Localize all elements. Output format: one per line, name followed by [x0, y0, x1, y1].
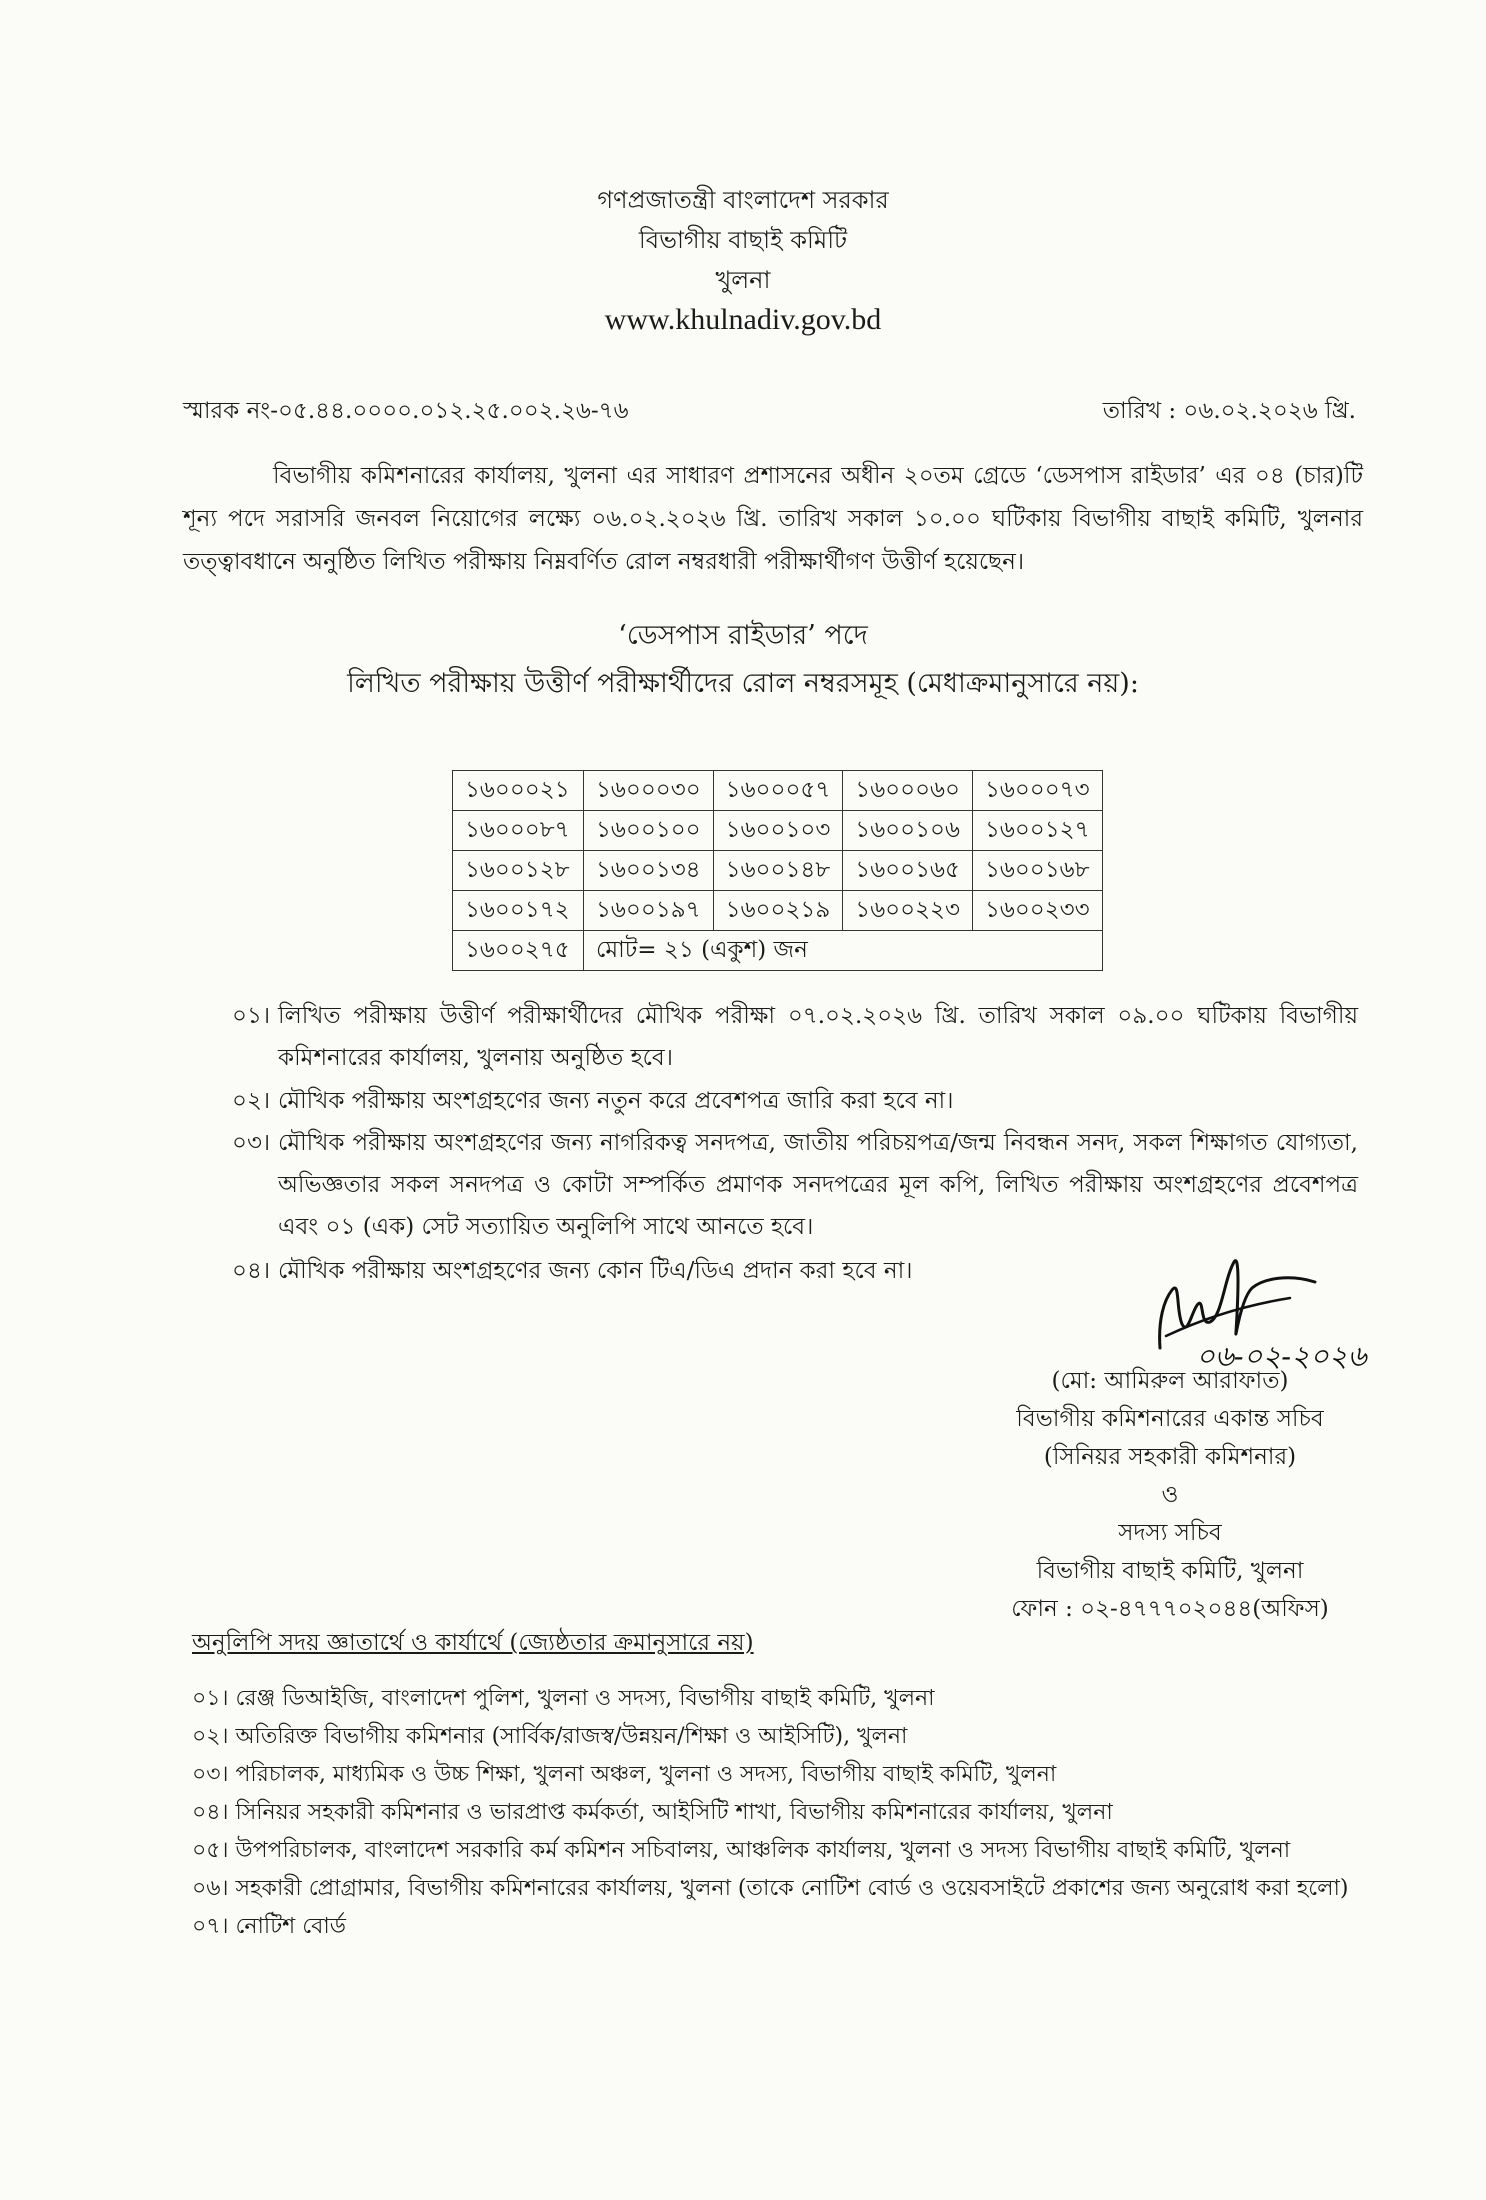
roll-cell: ১৬০০১৪৮ [713, 851, 843, 891]
intro-paragraph: বিভাগীয় কমিশনারের কার্যালয়, খুলনা এর সাধারণ প্রশাসনের অধীন ২০তম গ্রেডে ‘ডেসপাস রাইডার’ এর ০৪ (চার)টি শূন্য পদে সরাসরি জনবল নিয়োগের লক্ষ্যে ০৬.০২.২০২৬ খ্রি. তারিখ সকাল ১০.০০ ঘটিকায় বিভাগীয় বাছাই কমিটি, খুলনার তত্ত্বাবধানে অনুষ্ঠিত লিখিত পরীক্ষায় নিম্নবর্ণিত রোল নম্বরধারী পরীক্ষার্থীগণ উত্তীর্ণ হয়েছেন। [183, 463, 1363, 575]
roll-cell: ১৬০০০৮৭ [453, 811, 584, 851]
roll-cell: ১৬০০১৯৭ [584, 891, 714, 931]
note-text: লিখিত পরীক্ষায় উত্তীর্ণ পরীক্ষার্থীদের মৌখিক পরীক্ষা ০৭.০২.২০২৬ খ্রি. তারিখ সকাল ০৯.০০ ঘটিকায় বিভাগীয় কমিশনারের কার্যালয়, খুলনায় অনুষ্ঠিত হবে। [278, 1003, 1358, 1071]
note-number: ০১। [232, 1003, 271, 1029]
signatory-name: (মো: আমিরুল আরাফাত) [1051, 1368, 1289, 1394]
signatory-committee: বিভাগীয় বাছাই কমিটি, খুলনা [1036, 1558, 1304, 1584]
roll-cell: ১৬০০১৭২ [453, 891, 584, 931]
copy-item: ০৬। সহকারী প্রোগ্রামার, বিভাগীয় কমিশনারের কার্যালয়, খুলনা (তাকে নোটিশ বোর্ড ও ওয়েবসাইটে প্রকাশের জন্য অনুরোধ করা হলো) [192, 1876, 1349, 1901]
list-title: লিখিত পরীক্ষায় উত্তীর্ণ পরীক্ষার্থীদের রোল নম্বরসমূহ (মেধাক্রমানুসারে নয়): [347, 668, 1139, 699]
signatory-conjunction: ও [1161, 1482, 1179, 1508]
roll-cell: ১৬০০২১৯ [713, 891, 843, 931]
copy-item: ০৭। নোটিশ বোর্ড [192, 1914, 346, 1939]
committee-title: বিভাগীয় বাছাই কমিটি [638, 226, 848, 254]
copy-item: ০৪। সিনিয়র সহকারী কমিশনার ও ভারপ্রাপ্ত কর্মকর্তা, আইসিটি শাখা, বিভাগীয় কমিশনারের কার্যালয়, খুলনা [192, 1800, 1113, 1825]
table-row [453, 811, 1103, 851]
memo-date: তারিখ : ০৬.০২.২০২৬ খ্রি. [1102, 398, 1356, 424]
signature-flourish [1166, 1298, 1290, 1336]
note-number: ০৪। [232, 1258, 271, 1284]
note-item [232, 1122, 1358, 1248]
location-title: খুলনা [715, 266, 771, 294]
copy-item: ০২। অতিরিক্ত বিভাগীয় কমিশনার (সার্বিক/রাজস্ব/উন্নয়ন/শিক্ষা ও আইসিটি), খুলনা [192, 1724, 908, 1749]
signatory-role: সদস্য সচিব [1118, 1520, 1222, 1546]
note-item [232, 995, 1358, 1079]
signature-image [1140, 1240, 1380, 1370]
note-text: মৌখিক পরীক্ষায় অংশগ্রহণের জন্য নাগরিকত্ব সনদপত্র, জাতীয় পরিচয়পত্র/জন্ম নিবন্ধন সনদ, সকল শিক্ষাগত যোগ্যতা, অভিজ্ঞতার সকল সনদপত্র ও কোটা সম্পর্কিত প্রমাণক সনদপত্রের মূল কপি, লিখিত পরীক্ষায় অংশগ্রহণের প্রবেশপত্র এবং ০১ (এক) সেট সত্যায়িত অনুলিপি সাথে আনতে হবে। [278, 1130, 1358, 1240]
roll-cell: ১৬০০২২৩ [843, 891, 973, 931]
roll-cell: ১৬০০২৩৩ [972, 891, 1102, 931]
signature-date: ০৬-০২-২০২৬ [1196, 1339, 1367, 1370]
note-number: ০৩। [232, 1130, 271, 1156]
roll-cell: ১৬০০১০০ [584, 811, 714, 851]
note-item [232, 1080, 1358, 1122]
roll-cell: ১৬০০০৫৭ [713, 771, 843, 811]
roll-cell: ১৬০০০৭৩ [972, 771, 1102, 811]
copy-item: ০৫। উপপরিচালক, বাংলাদেশ সরকারি কর্ম কমিশন সচিবালয়, আঞ্চলিক কার্যালয়, খুলনা ও সদস্য বিভাগীয় বাছাই কমিটি, খুলনা [192, 1838, 1291, 1863]
roll-cell: ১৬০০১২৭ [972, 811, 1102, 851]
roll-cell: ১৬০০১২৮ [453, 851, 584, 891]
table-row [453, 771, 1103, 811]
note-text: মৌখিক পরীক্ষায় অংশগ্রহণের জন্য নতুন করে প্রবেশপত্র জারি করা হবে না। [278, 1088, 954, 1114]
roll-cell: ১৬০০১৬৮ [972, 851, 1102, 891]
govt-title: গণপ্রজাতন্ত্রী বাংলাদেশ সরকার [597, 186, 889, 214]
roll-cell: ১৬০০০৬০ [843, 771, 973, 811]
roll-cell: ১৬০০১৬৫ [843, 851, 973, 891]
signature-stroke [1160, 1261, 1315, 1348]
roll-cell: ১৬০০১০৩ [713, 811, 843, 851]
table-row [453, 891, 1103, 931]
copies-heading: অনুলিপি সদয় জ্ঞাতার্থে ও কার্যার্থে (জ্যেষ্ঠতার ক্রমানুসারে নয়) [192, 1630, 754, 1656]
roll-number-table [452, 770, 1103, 971]
signatory-phone: ফোন : ০২-৪৭৭৭০২০৪৪(অফিস) [1011, 1596, 1329, 1622]
copy-item: ০১। রেঞ্জ ডিআইজি, বাংলাদেশ পুলিশ, খুলনা ও সদস্য, বিভাগীয় বাছাই কমিটি, খুলনা [192, 1686, 935, 1711]
roll-cell: ১৬০০০৩০ [584, 771, 714, 811]
signatory-rank: (সিনিয়র সহকারী কমিশনার) [1043, 1444, 1297, 1470]
signatory-designation: বিভাগীয় কমিশনারের একান্ত সচিব [1016, 1406, 1324, 1432]
website-link[interactable]: www.khulnadiv.gov.bd [604, 303, 882, 336]
total-cell: মোট= ২১ (একুশ) জন [584, 931, 1103, 971]
table-row [453, 851, 1103, 891]
note-number: ০২। [232, 1088, 271, 1114]
table-row [453, 931, 1103, 971]
post-title: ‘ডেসপাস রাইডার’ পদে [618, 620, 868, 651]
roll-cell: ১৬০০০২১ [453, 771, 584, 811]
roll-cell: ১৬০০২৭৫ [453, 931, 584, 971]
roll-cell: ১৬০০১০৬ [843, 811, 973, 851]
copy-item: ০৩। পরিচালক, মাধ্যমিক ও উচ্চ শিক্ষা, খুলনা অঞ্চল, খুলনা ও সদস্য, বিভাগীয় বাছাই কমিটি, খুলনা [192, 1762, 1057, 1787]
roll-cell: ১৬০০১৩৪ [584, 851, 714, 891]
memo-number: স্মারক নং-০৫.৪৪.০০০০.০১২.২৫.০০২.২৬-৭৬ [183, 398, 629, 424]
note-text: মৌখিক পরীক্ষায় অংশগ্রহণের জন্য কোন টিএ/ডিএ প্রদান করা হবে না। [278, 1258, 913, 1284]
